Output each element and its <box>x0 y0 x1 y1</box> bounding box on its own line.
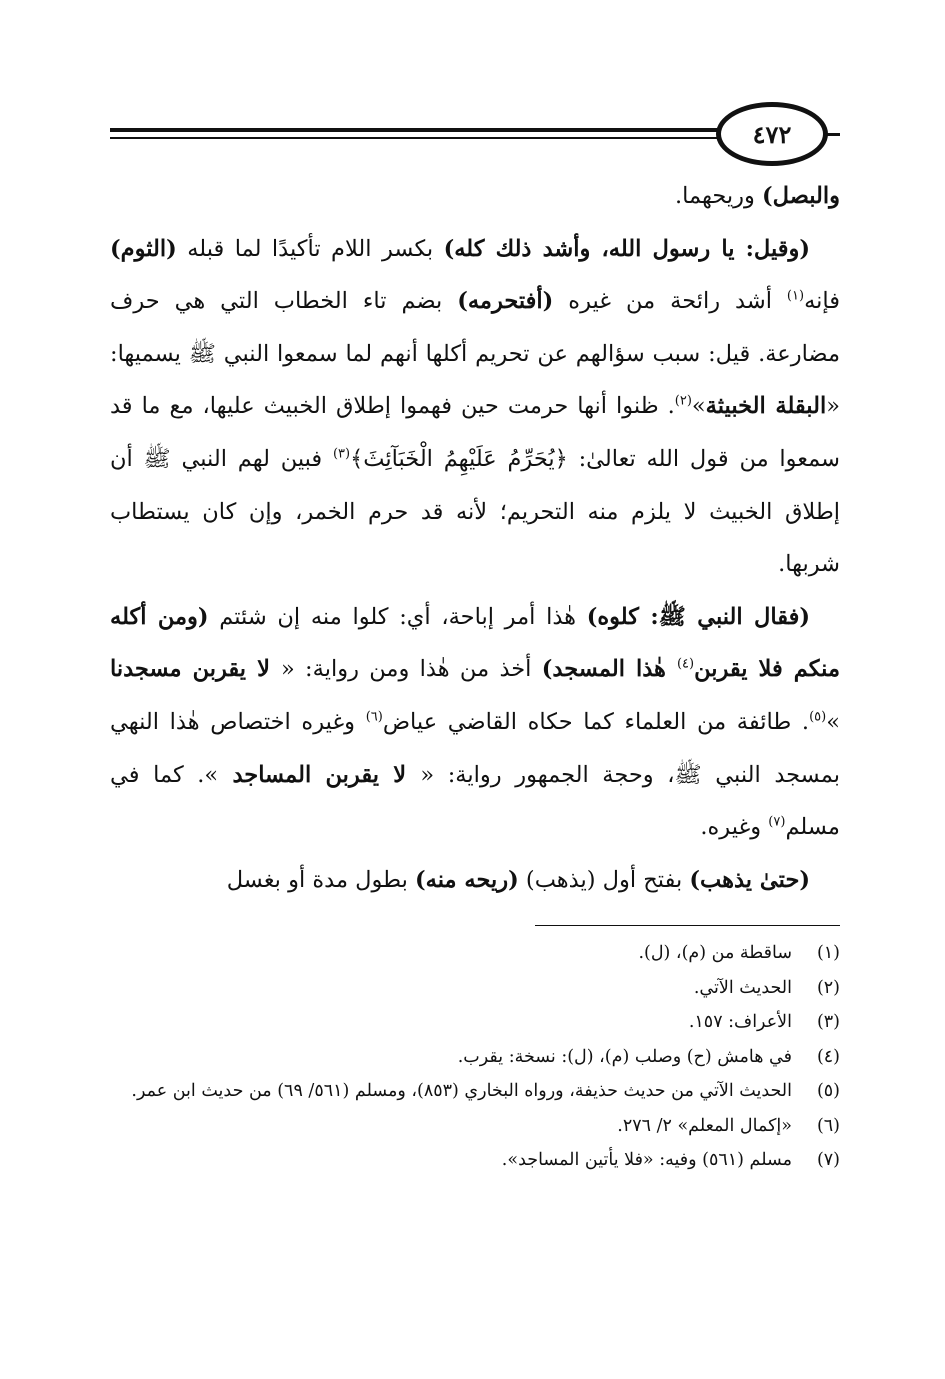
paragraph-1 <box>110 170 840 223</box>
footnote-number: (٢) <box>816 977 840 998</box>
bold-phrase: (أفتحرمه) <box>457 288 554 315</box>
footnote-separator <box>535 925 840 926</box>
bold-phrase: (الثوم) <box>110 235 177 262</box>
footnote-text: في هامش (ح) وصلب (م)، (ل): نسخة: يقرب. <box>457 1046 792 1067</box>
text-span: فبين لهم النبي ﷺ أن إطلاق الخبيث لا يلزم منه التحريم؛ لأنه قد حرم الخمر، وإن كان يستطاب شربها. <box>110 445 840 578</box>
bold-phrase: (وقيل: يا رسول الله، وأشد ذلك كله) <box>443 235 810 262</box>
footnote-item <box>110 1109 840 1144</box>
footnote-marker: (٤) <box>676 656 695 672</box>
footnote-number: (٧) <box>816 1150 840 1170</box>
paragraph-3 <box>110 591 840 854</box>
page-number-badge <box>716 102 828 166</box>
footnote-item <box>110 971 840 1006</box>
text-span: أشد رائحة من غيره <box>553 288 787 315</box>
footnote-number: (٦) <box>816 1115 840 1136</box>
text-span: بطول مدة أو بغسل <box>226 866 416 893</box>
footnote-marker: (٣) <box>332 446 351 462</box>
text-span: وريحهما. <box>674 183 763 209</box>
text-span: بفتح أول (يذهب) <box>518 866 690 893</box>
main-text <box>110 170 840 906</box>
text-span: أخذ من هٰذا ومن رواية: « <box>280 656 542 683</box>
footnote-number: (١) <box>816 943 840 963</box>
footnote-number: (٣) <box>816 1012 840 1032</box>
footnote-marker: (٧) <box>768 814 786 830</box>
paragraph-4 <box>110 854 840 907</box>
text-span: بضم تاء الخطاب التي هي حرف مضارعة. قيل: سبب سؤالهم عن تحريم أكلها أنهم لما سمعوا النبي ﷺ يسميها: « <box>110 288 840 420</box>
footnote-marker: (٥) <box>809 709 827 725</box>
text-span: ». كما في مسلم <box>110 761 840 841</box>
footnote-item <box>110 936 840 971</box>
text-span: هٰذا أمر إباحة، أي: كلوا منه إن شئتم <box>208 603 587 630</box>
bold-phrase: البقلة الخبيثة <box>705 393 827 420</box>
bold-phrase: والبصل) <box>762 183 840 209</box>
text-span: . طائفة من العلماء كما حكاه القاضي عياض <box>382 708 810 735</box>
header-rule-thick <box>110 128 720 132</box>
bold-phrase: (فقال النبي ﷺ: كلوه) <box>586 603 811 630</box>
page-header <box>110 100 840 170</box>
footnote-text: مسلم (٥٦١) وفيه: «فلا يأتين المساجد». <box>501 1150 792 1170</box>
bold-phrase: هٰذا المسجد) <box>541 656 677 683</box>
bold-phrase: (ريحه منه) <box>415 866 519 893</box>
footnote-marker: (١) <box>786 288 805 304</box>
text-span: بكسر اللام تأكيدًا لما قبله <box>176 235 444 262</box>
text-span: وغيره اختصاص هٰذا النهي بمسجد النبي ﷺ، وحجة الجمهور رواية: « <box>110 708 841 788</box>
footnotes <box>110 936 840 1178</box>
footnote-item <box>110 1040 840 1075</box>
footnote-text: الأعراف: ١٥٧. <box>688 1012 792 1032</box>
bold-phrase: (ومن أكله منكم فلا يقربن <box>110 603 840 683</box>
footnote-item <box>110 1143 840 1178</box>
text-span: » <box>826 708 841 735</box>
text-span: » <box>691 393 706 420</box>
footnote-number: (٤) <box>816 1046 840 1067</box>
footnote-text: ساقطة من (م)، (ل). <box>638 943 792 963</box>
text-span: وغيره. <box>700 814 769 841</box>
footnote-marker: (٢) <box>674 393 692 409</box>
header-rule-thin <box>110 137 720 139</box>
bold-phrase: لا يقربن المساجد <box>218 761 421 788</box>
footnote-item <box>110 1074 840 1109</box>
footnote-text: «إكمال المعلم» ٢/ ٢٧٦. <box>617 1115 792 1136</box>
paragraph-2 <box>110 223 840 591</box>
footnote-text: الحديث الآتي. <box>693 977 792 998</box>
bold-phrase: لا يقربن مسجدنا <box>110 656 281 683</box>
text-span: فإنه <box>804 288 840 315</box>
text-span: . ظنوا أنها حرمت حين فهموا إطلاق الخبيث عليها، مع ما قد سمعوا من قول الله تعالىٰ: ﴿يُحَرِّمُ عَلَيْهِمُ الْخَبَآئِثَ﴾ <box>110 393 840 472</box>
header-rule-tail <box>826 133 840 136</box>
bold-phrase: (حتىٰ يذهب) <box>689 866 810 893</box>
page-number: ٤٧٢ <box>752 119 792 149</box>
footnote-marker: (٦) <box>365 709 383 725</box>
footnote-text: الحديث الآتي من حديث حذيفة، ورواه البخاري (٨٥٣)، ومسلم (٥٦١/ ٦٩) من حديث ابن عمر. <box>131 1081 792 1101</box>
footnote-item <box>110 1005 840 1040</box>
footnote-number: (٥) <box>816 1081 840 1101</box>
